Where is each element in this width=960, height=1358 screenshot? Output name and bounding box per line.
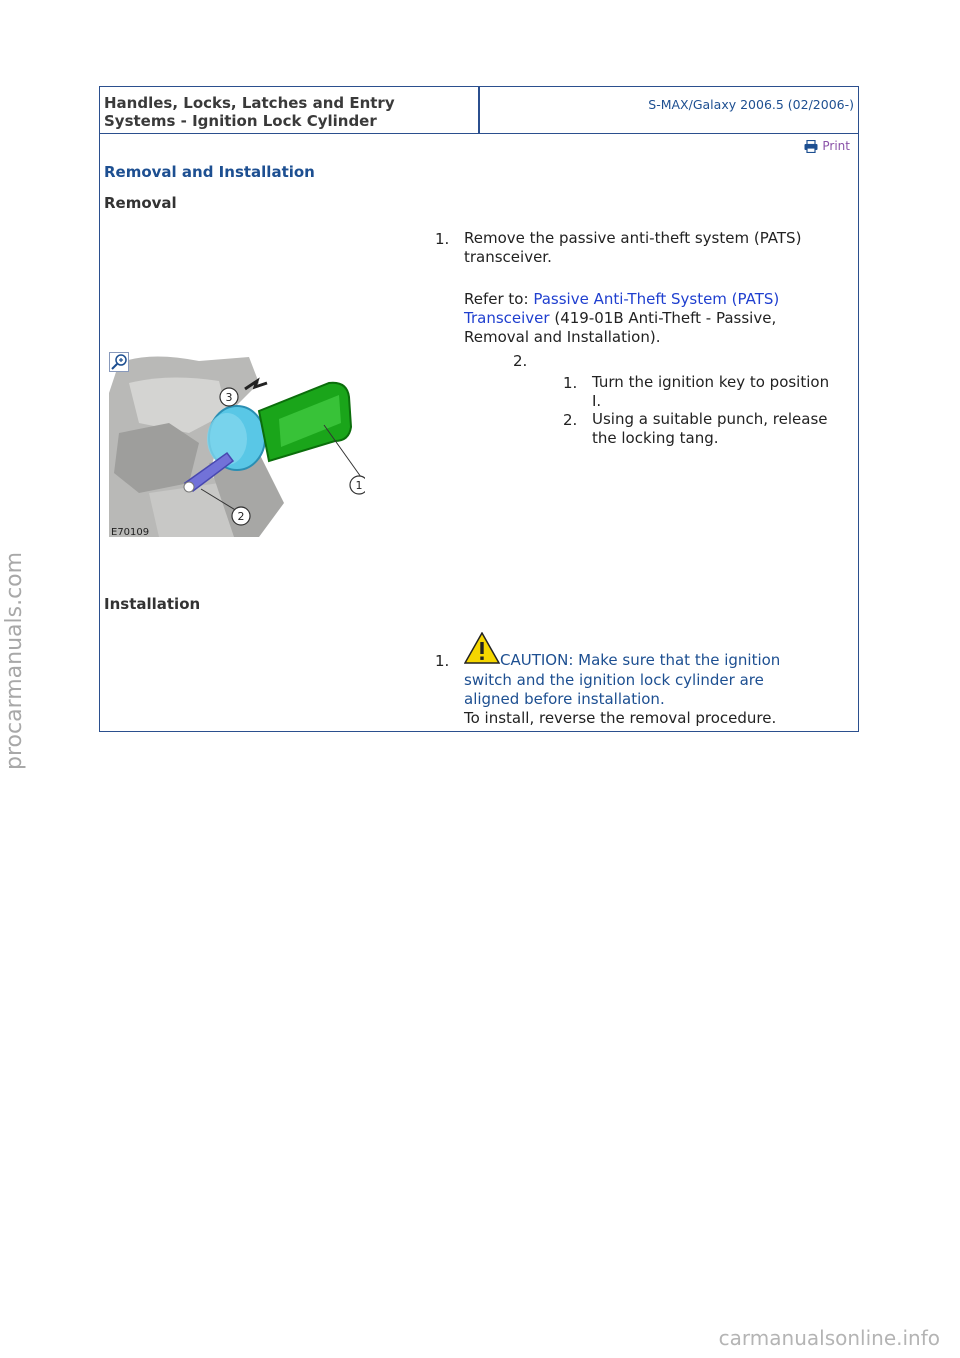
page-title: [104, 94, 474, 130]
substep1-text: [592, 373, 829, 411]
substep1-number: 1.: [563, 374, 578, 392]
refer-prefix: Refer to:: [464, 290, 529, 308]
watermark-bottom: carmanualsonline.info: [718, 1326, 940, 1350]
document-frame: [99, 86, 859, 732]
print-label: Print: [822, 139, 850, 153]
install-step1-text: To install, reverse the removal procedure.: [464, 709, 777, 727]
section-title: Removal and Installation: [104, 163, 315, 181]
header-divider: [478, 87, 480, 133]
substep2-line1: Using a suitable punch, release: [592, 410, 828, 428]
callout-2: 2: [237, 510, 245, 523]
title-line-1: Handles, Locks, Latches and Entry: [104, 94, 395, 112]
removal-step1-text: [464, 229, 801, 267]
step1-line1: Remove the passive anti-theft system (PATS): [464, 229, 802, 247]
step1-line2: transceiver.: [464, 248, 552, 266]
removal-step2-number: 2.: [513, 352, 528, 370]
zoom-icon[interactable]: [109, 352, 129, 372]
caution-line1: CAUTION: Make sure that the ignition: [500, 651, 781, 669]
print-link[interactable]: [804, 139, 850, 153]
caution-line2: switch and the ignition lock cylinder are: [464, 671, 764, 689]
install-step1-number: 1.: [435, 652, 450, 670]
model-label: S-MAX/Galaxy 2006.5 (02/2006-): [648, 97, 854, 112]
substep1-line1: Turn the ignition key to position: [592, 373, 830, 391]
watermark-left: procarmanuals.com: [2, 551, 27, 770]
removal-step1-refer: [464, 290, 779, 347]
refer-suffix: (419-01B Anti-Theft - Passive,: [554, 309, 777, 327]
warning-icon: [464, 632, 500, 664]
caution-line3: aligned before installation.: [464, 690, 665, 708]
removal-heading: Removal: [104, 194, 177, 212]
callout-1: 1: [355, 479, 363, 492]
pats-transceiver-link[interactable]: Passive Anti-Theft System (PATS): [533, 290, 780, 308]
substep1-line2: I.: [592, 392, 602, 410]
title-line-2: Systems - Ignition Lock Cylinder: [104, 112, 377, 130]
substep2-number: 2.: [563, 411, 578, 429]
page-header: [100, 87, 858, 134]
callout-3: 3: [225, 391, 233, 404]
pats-transceiver-link-cont[interactable]: Transceiver: [464, 309, 550, 327]
refer-line3: Removal and Installation).: [464, 328, 661, 346]
substep2-line2: the locking tang.: [592, 429, 719, 447]
ignition-lock-figure[interactable]: [109, 353, 365, 537]
installation-heading: Installation: [104, 595, 201, 613]
refer-line1: [464, 290, 779, 309]
figure-code: E70109: [111, 527, 150, 537]
removal-step1-number: 1.: [435, 230, 450, 248]
substep2-text: [592, 410, 828, 448]
refer-line2: [464, 309, 779, 328]
printer-icon: [804, 140, 818, 153]
